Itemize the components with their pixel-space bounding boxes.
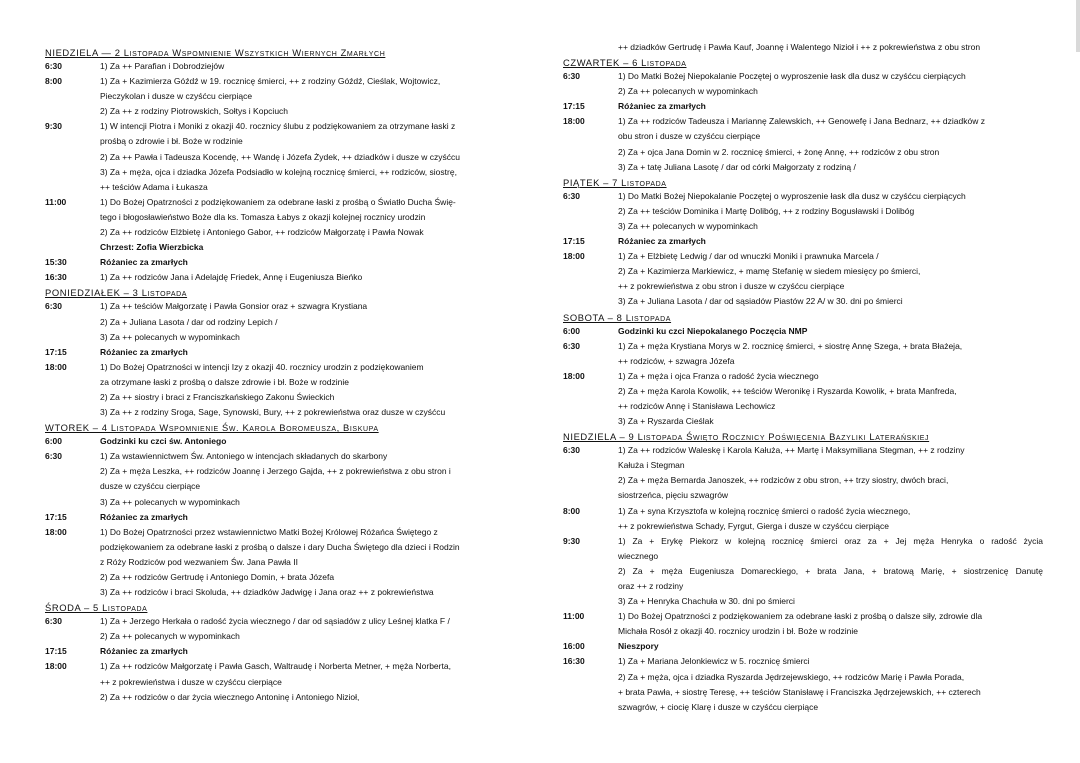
day-header: ŚRODA – 5 Listopada [45,602,148,614]
mass-time: 18:00 [563,370,585,381]
intention-line: ++ rodziców Annę i Stanisława Lechowicz [618,400,776,411]
day-header: NIEDZIELA — 2 Listopada Wspomnienie Wszystkich Wiernych Zmarłych [45,47,386,58]
intention-line: 3) Za + Ryszarda Cieślak [618,416,714,427]
mass-intentions [618,189,1043,234]
mass-time: 17:15 [45,646,67,657]
mass-intentions [100,255,515,270]
intention-line: 3) Za + męża, ojca i dziadka Józefa Podsiadło w kolejną rocznicę śmierci, ++ rodziców, siostrę, [100,166,457,177]
intention-line: 3) Za ++ polecanych w wypominkach [100,331,240,342]
intention-line: Godzinki ku czci św. Antoniego [100,436,227,447]
mass-intentions [618,114,1043,174]
intention-line: 1) Za ++ rodziców Tadeusza i Mariannę Zalewskich, ++ Genowefę i Jana Bednarz, ++ dziadków z [618,116,985,127]
intention-line: 2) Za ++ rodziców o dar życia wiecznego Antoninę i Antoniego Nizioł, [100,691,360,702]
intention-line: oraz ++ z rodziny [618,581,684,591]
mass-time: 16:30 [563,656,585,667]
intention-line: 3) Za + Henryka Chachuła w 30. dni po śmierci [618,596,795,607]
intention-line: Różaniec za zmarłych [100,257,188,268]
mass-intentions [100,195,515,255]
mass-entry [563,40,1043,55]
intention-line: 1) Za ++ rodziców Waleskę i Karola Kałuża, ++ Martę i Maksymiliana Stegman, ++ z rodziny [618,445,965,456]
mass-intentions [100,59,515,74]
mass-time: 6:30 [563,340,581,351]
mass-entry [563,639,1043,654]
mass-intentions [100,449,515,509]
mass-intentions [618,99,1043,114]
mass-time: 18:00 [563,251,585,262]
mass-entry [45,345,515,360]
mass-time: 18:00 [45,661,67,672]
mass-entry [563,249,1043,309]
intention-line: 2) Za + męża Leszka, ++ rodziców Joannę i Jerzego Gajda, ++ z pokrewieństwa z obu stron i [100,466,451,477]
mass-entry [563,324,1043,339]
right-column [563,40,1043,715]
mass-time: 8:00 [45,76,63,87]
intention-line: 2) Za ++ rodziców Gertrudę i Antoniego Domin, + brata Józefa [100,572,335,582]
intention-line: prośbą o zdrowie i bł. Boże w rodzinie [100,136,243,147]
intention-line: Chrzest: Zofia Wierzbicka [100,242,204,253]
intention-line: siostrzeńca, pięciu szwagrów [618,490,729,501]
mass-intentions [618,609,1043,639]
intention-line: 1) Za + męża i ojca Franza o radość życia wiecznego [618,370,819,381]
intention-line: 2) Za ++ polecanych w wypominkach [100,631,240,642]
mass-intentions [100,434,515,449]
intention-line: 1) Za ++ rodziców Jana i Adelajdę Friedek, Annę i Eugeniusza Bieńko [100,272,363,283]
mass-time: 6:30 [45,451,63,462]
mass-entry [45,614,515,644]
mass-entry [563,69,1043,99]
intention-line: 1) Do Matki Bożej Niepokalanie Poczętej o wyproszenie łask dla dusz w czyśćcu cierpiących [618,190,966,201]
mass-entry [45,74,515,119]
intention-line: 1) Za + Kazimierza Góźdź w 19. rocznicę śmierci, ++ z rodziny Góźdź, Cieślak, Wojtowicz, [100,76,441,87]
intention-line: 3) Za + Juliana Lasota / dar od sąsiadów Piastów 22 A/ w 30. dni po śmierci [618,296,903,307]
intention-line: 1) Za ++ teściów Małgorzatę i Pawła Gonsior oraz + szwagra Krystiana [100,301,368,312]
intention-line: 2) Za + męża Karola Kowolik, ++ teściów Weronikę i Ryszarda Kowolik, + brata Manfreda, [618,385,957,396]
mass-entry [563,504,1043,534]
mass-intentions [618,369,1043,429]
day-header: PONIEDZIAŁEK – 3 Listopada [45,287,188,299]
mass-intentions [618,249,1043,309]
intention-line: 2) Za ++ teściów Dominika i Martę Dolibóg, ++ z rodziny Bogusławski i Dolibóg [618,205,915,216]
mass-intentions [618,504,1043,534]
intention-line: 2) Za ++ rodziców Elżbietę i Antoniego Gabor, ++ rodziców Małgorzatę i Pawła Nowak [100,227,424,238]
intention-line: 1) Za ++ Parafian i Dobrodziejów [100,61,225,71]
mass-time: 6:30 [45,616,63,627]
mass-intentions [100,510,515,525]
intention-line: 2) Za + męża Bernarda Janoszek, ++ rodziców z obu stron, ++ trzy siostry, dwóch braci, [618,475,949,486]
mass-time: 11:00 [45,196,67,207]
intention-line: 1) Za + Elżbietę Ledwig / dar od wnuczki Moniki i prawnuka Marcela / [618,251,879,262]
mass-entry [563,339,1043,369]
intention-line: 3) Za ++ z rodziny Sroga, Sage, Synowski, Bury, ++ z pokrewieństwa oraz dusze w czyśćcu [100,407,446,418]
intention-line: 1) Za + męża Krystiana Morys w 2. rocznicę śmierci, + siostrę Annę Szega, + brata Błażeja, [618,340,963,351]
mass-entry [45,360,515,420]
intention-line: ++ z pokrewieństwa z obu stron i dusze w czyśćcu cierpiące [618,281,845,292]
mass-intentions [618,639,1043,654]
intention-line: ++ z pokrewieństwa Schady, Fyrgut, Gierga i dusze w czyśćcu cierpiące [618,520,890,531]
mass-time: 8:00 [563,505,581,516]
mass-intentions [618,324,1043,339]
mass-intentions [100,345,515,360]
intention-line: 1) Za ++ rodziców Małgorzatę i Pawła Gasch, Waltraudę i Norberta Metner, + męża Norberta, [100,661,451,672]
mass-intentions [618,234,1043,249]
intention-line: 1) Do Bożej Opatrzności z podziękowaniem za odebrane łaski z prośbą o dalsze siły, zdrowie dla [618,611,983,622]
day-header: PIĄTEK – 7 Listopada [563,176,667,188]
intention-line: 1) Do Bożej Opatrzności w intencji Izy z okazji 40. rocznicy urodzin z podziękowaniem [100,361,424,372]
mass-intentions [100,270,515,285]
intention-line: 2) Za + męża Eugeniusza Domareckiego, + brata Jana, + bratową Marię, + siostrzenicę Danutę [618,565,1043,576]
intention-line: 1) Za + Mariana Jelonkiewicz w 5. rocznicę śmierci [618,656,810,667]
mass-entry [45,195,515,255]
mass-entry [563,654,1043,714]
mass-intentions [100,299,515,344]
mass-entry [45,59,515,74]
mass-entry [563,99,1043,114]
mass-entry [563,234,1043,249]
intention-line: 2) Za + męża, ojca i dziadka Ryszarda Jędrzejewskiego, ++ rodziców Marię i Pawła Porada, [618,671,965,682]
mass-time: 11:00 [563,611,585,622]
intention-line: 1) Do Bożej Opatrzności z podziękowaniem za odebrane łaski z prośbą o Światło Ducha Świę- [100,196,456,207]
mass-entry [45,510,515,525]
left-column [45,40,515,705]
mass-entry [45,299,515,344]
intention-line: Michała Rosół z okazji 40. rocznicy urodzin i bł. Boże w rodzinie [618,626,858,637]
mass-time: 16:00 [563,641,585,652]
intention-line: 3) Za ++ rodziców i braci Skoluda, ++ dziadków Jadwigę i Jana oraz ++ z pokrewieństwa [100,587,434,598]
day-header: SOBOTA – 8 Listopada [563,311,672,323]
intention-line: ++ z pokrewieństwa i dusze w czyśćcu cierpiące [100,676,282,687]
mass-intentions [618,339,1043,369]
mass-time: 18:00 [45,526,67,537]
mass-time: 6:00 [563,325,581,336]
intention-line: ++ teściów Adama i Łukasza [100,181,208,192]
intention-line: Różaniec za zmarłych [618,236,706,247]
mass-entry [45,449,515,509]
scrollbar[interactable] [1076,0,1080,52]
mass-entry [45,659,515,704]
intention-line: dusze w czyśćcu cierpiące [100,481,201,492]
intention-line: 1) Za wstawiennictwem Św. Antoniego w intencjach składanych do skarbony [100,451,388,462]
mass-intentions [100,614,515,644]
intention-line: za otrzymane łaski z prośbą o dalsze zdrowie i bł. Boże w rodzinie [100,376,349,387]
intention-line: 2) Za ++ Pawła i Tadeusza Kocendę, ++ Wandę i Józefa Żydek, ++ dziadków i dusze w czyśćcu [100,151,461,162]
intention-line: 3) Za + tatę Juliana Lasotę / dar od córki Małgorzaty z rodziną / [618,161,856,172]
day-header: CZWARTEK – 6 Listopada [563,57,687,69]
mass-entry [45,119,515,194]
intention-line: 1) Do Matki Bożej Niepokalanie Poczętej o wyproszenie łask dla dusz w czyśćcu cierpiących [618,71,966,82]
mass-time: 6:00 [45,436,63,447]
mass-time: 17:15 [45,511,67,522]
mass-intentions [100,644,515,659]
mass-entry [45,644,515,659]
mass-time: 17:15 [563,101,585,112]
mass-entry [563,443,1043,503]
intention-line: 3) Za ++ polecanych w wypominkach [618,220,758,231]
intention-line: Różaniec za zmarłych [100,646,188,657]
intention-line: ++ dziadków Gertrudę i Pawła Kauf, Joannę i Walentego Nizioł i ++ z pokrewieństwa z obu stron [618,42,981,52]
mass-intentions [618,69,1043,99]
intention-line: 1) W intencji Piotra i Moniki z okazji 40. rocznicy ślubu z podziękowaniem za otrzymane łaski z [100,121,456,132]
mass-time: 6:30 [45,301,63,312]
intention-line: 2) Za ++ siostry i braci z Franciszkańskiego Zakonu Świeckich [100,391,335,402]
intention-line: obu stron i dusze w czyśćcu cierpiące [618,131,761,142]
intention-line: 2) Za + ojca Jana Domin w 2. rocznicę śmierci, + żonę Annę, ++ rodziców z obu stron [618,146,940,157]
intention-line: 1) Za + syna Krzysztofa w kolejną rocznicę śmierci o radość życia wiecznego, [618,505,911,516]
mass-entry [563,189,1043,234]
mass-intentions [618,534,1043,609]
intention-line: ++ rodziców, + szwagra Józefa [618,355,735,366]
mass-intentions [100,659,515,704]
intention-line: 2) Za + Juliana Lasota / dar od rodziny Lepich / [100,316,278,327]
day-header: NIEDZIELA – 9 Listopada Święto Rocznicy Poświęcenia Bazyliki Laterańskiej [563,431,930,443]
mass-intentions [100,360,515,420]
intention-line: szwagrów, + ciocię Klarę i dusze w czyśćcu cierpiące [618,701,819,712]
mass-time: 6:30 [563,445,581,456]
mass-entry [563,369,1043,429]
mass-intentions [100,525,515,600]
mass-entry [45,270,515,285]
intention-line: Godzinki ku czci Niepokalanego Poczęcia NMP [618,325,808,336]
mass-time [563,40,618,55]
intention-line: podziękowaniem za odebrane łaski z prośbą o dalsze i dary Ducha Świętego dla dzieci i Rodzin [100,541,460,552]
mass-time: 18:00 [563,116,585,127]
mass-time: 6:30 [563,190,581,201]
intention-line: 2) Za + Kazimierza Markiewicz, + mamę Stefanię w siedem miesięcy po śmierci, [618,266,921,277]
intention-line: 1) Do Bożej Opatrzności przez wstawiennictwo Matki Bożej Królowej Różańca Świętego z [100,526,438,537]
intention-line: Kałuża i Stegman [618,460,685,471]
mass-intentions [618,40,1043,55]
intention-line: wiecznego [618,550,659,561]
intention-line: 2) Za ++ polecanych w wypominkach [618,86,758,97]
mass-intentions [100,74,515,119]
mass-entry [45,434,515,449]
mass-intentions [618,443,1043,503]
intention-line: Nieszpory [618,641,659,652]
mass-time: 18:00 [45,361,67,372]
mass-intentions [618,654,1043,714]
mass-entry [563,609,1043,639]
mass-entry [45,255,515,270]
day-header: WTOREK – 4 Listopada Wspomnienie Św. Karola Boromeusza, Biskupa [45,422,379,434]
mass-entry [563,534,1043,609]
intention-line: z Róży Rodziców pod wezwaniem Św. Jana Pawła II [100,556,298,567]
mass-time: 6:30 [563,71,581,82]
mass-time: 17:15 [45,346,67,357]
intention-line: 1) Za + Erykę Piekorz w kolejną rocznicę śmierci oraz za + Jej męża Henryka o radość życia [618,535,1043,546]
intention-line: + brata Pawła, + siostrę Teresę, ++ teściów Stanisławę i Franciszka Jędrzejewskich, ++ czterech [618,686,981,697]
mass-intentions [100,119,515,194]
intention-line: Różaniec za zmarłych [100,511,188,522]
intention-line: 2) Za ++ z rodziny Piotrowskich, Sołtys i Kopciuch [100,106,289,117]
mass-time: 6:30 [45,61,63,71]
mass-time: 16:30 [45,272,67,283]
intention-line: 3) Za ++ polecanych w wypominkach [100,496,240,507]
intention-line: 1) Za + Jerzego Herkała o radość życia wiecznego / dar od sąsiadów z ulicy Leśnej klatka F / [100,616,450,627]
mass-time: 9:30 [563,535,581,546]
mass-entry [45,525,515,600]
mass-time: 17:15 [563,236,585,247]
intention-line: Różaniec za zmarłych [618,101,706,112]
mass-time: 15:30 [45,257,67,268]
mass-entry [563,114,1043,174]
intention-line: tego i błogosławieństwo Boże dla ks. Tomasza Łabys z okazji kolejnej rocznicy urodzin [100,211,426,222]
intention-line: Pieczykolan i dusze w czyśćcu cierpiące [100,91,253,102]
mass-time: 9:30 [45,121,63,132]
intention-line: Różaniec za zmarłych [100,346,188,357]
